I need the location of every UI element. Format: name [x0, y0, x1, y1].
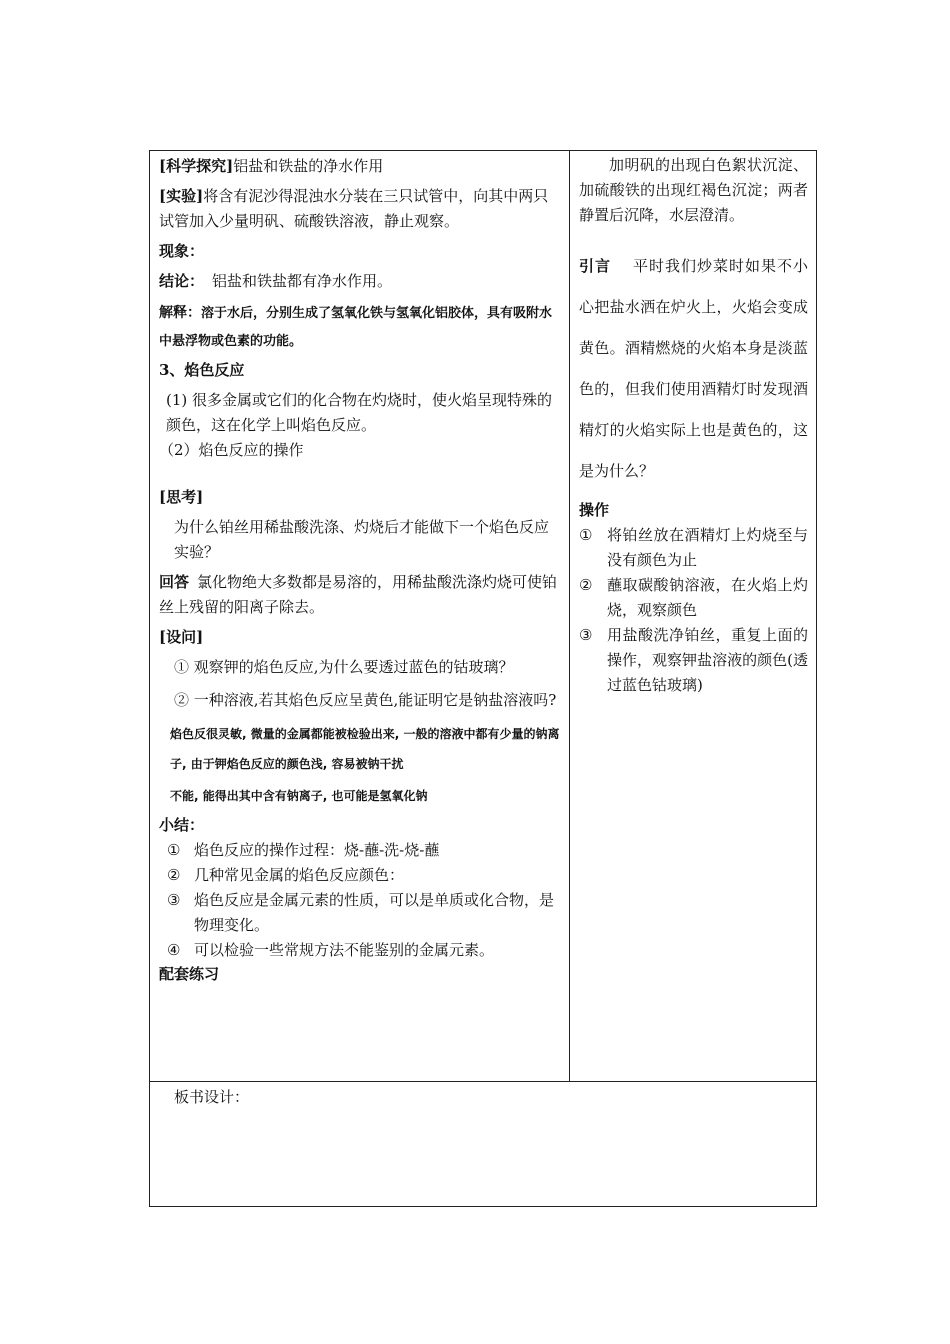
- inquiry-line: [159, 154, 561, 179]
- board-row: [150, 1082, 817, 1207]
- teacher-notes-cell: [570, 151, 817, 1082]
- lesson-plan-sheet: [149, 150, 816, 1207]
- experiment-text: 将含有泥沙得混浊水分装在三只试管中，向其中两只试管加入少量明矾、硫酸铁溶液，静止观察。: [159, 187, 549, 230]
- operation-item: [579, 573, 808, 623]
- intro-label: 引言: [579, 257, 611, 275]
- intro-line: [579, 246, 808, 492]
- content-row: [150, 151, 817, 1082]
- experiment-line: [159, 184, 561, 234]
- phenomenon-label: 现象：: [159, 242, 205, 260]
- conclusion-line: [159, 269, 561, 294]
- answer-label: 回答: [159, 573, 190, 591]
- intro-text: 平时我们炒菜时如果不小心把盐水洒在炉火上，火焰会变成黄色。酒精燃烧的火焰本身是淡蓝色的，但我们使用酒精灯时发现酒精灯的火焰实际上也是黄色的，这是为什么？: [579, 257, 808, 480]
- question-tag: [设问]: [159, 628, 204, 646]
- operation-text: 用盐酸洗净铂丝，重复上面的操作，观察钾盐溶液的颜色(透过蓝色钴玻璃): [607, 626, 808, 694]
- operation-text: 蘸取碳酸钠溶液，在火焰上灼烧，观察颜色: [607, 576, 808, 619]
- lesson-table: [149, 150, 817, 1207]
- experiment-tag: [实验]: [159, 187, 204, 205]
- board-design-cell: [150, 1082, 817, 1207]
- answer-line: [159, 570, 561, 620]
- question-1: ① 观察钾的焰色反应,为什么要透过蓝色的钴玻璃？: [174, 658, 514, 676]
- summary-num: ①: [167, 841, 181, 859]
- operation-num: ①: [579, 526, 593, 544]
- summary-item: [159, 888, 561, 938]
- section3-title: 3、焰色反应: [159, 361, 245, 379]
- inquiry-tag: [科学探究]: [159, 157, 234, 175]
- summary-num: ④: [167, 941, 181, 959]
- summary-text: 焰色反应是金属元素的性质，可以是单质或化合物，是物理变化。: [194, 891, 555, 934]
- think-text: 为什么铂丝用稀盐酸洗涤、灼烧后才能做下一个焰色反应实验？: [174, 518, 550, 561]
- summary-num: ③: [167, 891, 181, 909]
- explain-label: 解释：: [159, 305, 201, 321]
- answer-1: 焰色反很灵敏, 微量的金属都能被检验出来, 一般的溶液中都有少量的钠离子, 由于钾焰色反应的颜色浅, 容易被钠干扰: [170, 727, 560, 771]
- explain-text: 溶于水后，分别生成了氢氧化铁与氢氧化铝胶体，具有吸附水中悬浮物或色素的功能。: [159, 306, 553, 349]
- operation-text: 将铂丝放在酒精灯上灼烧至与没有颜色为止: [607, 526, 808, 569]
- observation-text: 加明矾的出现白色絮状沉淀、加硫酸铁的出现红褐色沉淀；两者静置后沉降，水层澄清。: [579, 156, 808, 224]
- operation-list: [579, 523, 808, 698]
- summary-num: ②: [167, 866, 181, 884]
- answer-2: 不能, 能得出其中含有钠离子, 也可能是氢氧化钠: [170, 789, 428, 803]
- answer-text: 氯化物绝大多数都是易溶的，用稀盐酸洗涤灼烧可使铂丝上残留的阳离子除去。: [159, 573, 558, 616]
- practice-label: 配套练习: [159, 965, 220, 983]
- summary-item: [159, 863, 561, 888]
- point1-text: (1) 很多金属或它们的化合物在灼烧时，使火焰呈现特殊的颜色，这在化学上叫焰色反应。: [166, 391, 553, 434]
- teaching-content-cell: [150, 151, 570, 1082]
- summary-item: [159, 938, 561, 963]
- board-label: 板书设计：: [174, 1088, 250, 1106]
- summary-item: [159, 838, 561, 863]
- operation-label: 操作: [579, 501, 610, 519]
- question-2: ② 一种溶液,若其焰色反应呈黄色,能证明它是钠盐溶液吗?: [174, 691, 557, 709]
- summary-text: 可以检验一些常规方法不能鉴别的金属元素。: [194, 941, 495, 959]
- summary-text: 焰色反应的操作过程：烧-蘸-洗-烧-蘸: [194, 841, 440, 859]
- summary-text: 几种常见金属的焰色反应颜色：: [194, 866, 405, 884]
- operation-num: ③: [579, 626, 593, 644]
- summary-label: 小结：: [159, 816, 205, 834]
- think-tag: [思考]: [159, 488, 204, 506]
- operation-item: [579, 623, 808, 698]
- explain-line: [159, 299, 561, 356]
- point2-text: （2）焰色反应的操作: [159, 441, 304, 459]
- conclusion-label: 结论：: [159, 272, 205, 290]
- inquiry-text: 铝盐和铁盐的净水作用: [233, 157, 384, 175]
- operation-item: [579, 523, 808, 573]
- summary-list: [159, 838, 561, 963]
- conclusion-text: 铝盐和铁盐都有净水作用。: [212, 272, 393, 290]
- operation-num: ②: [579, 576, 593, 594]
